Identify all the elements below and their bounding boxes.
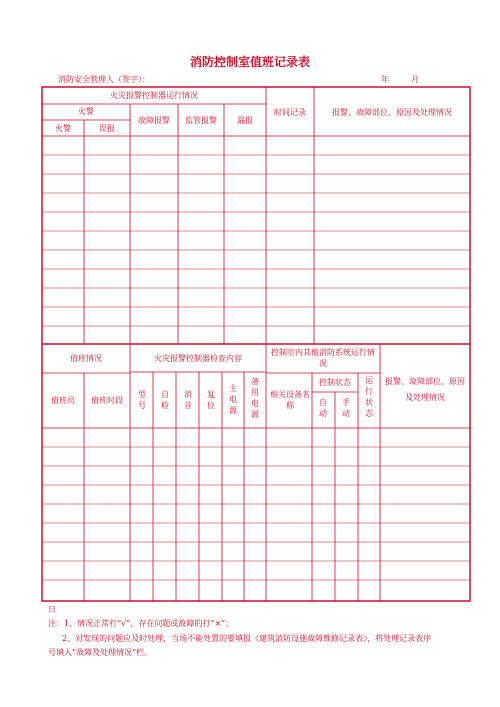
time-record-header: 时间记录 <box>274 108 306 117</box>
fault-alarm-header: 故障报警 <box>138 116 170 125</box>
duty-person-header: 值班员 <box>51 396 75 405</box>
auto-header: 自动 <box>319 398 327 418</box>
backup-power-header: 备用电源 <box>251 377 259 419</box>
related-device-header: 相关设备名称 <box>270 390 310 410</box>
manual-header: 手动 <box>342 398 350 418</box>
main-power-header: 主电源 <box>229 384 237 415</box>
silence-header: 消音 <box>184 390 192 410</box>
checker-content-header: 火灾报警控制器检查内容 <box>154 354 242 363</box>
supervisory-alarm-header: 监管报警 <box>185 116 217 125</box>
page-title: 消防控制室值班记录表 <box>189 55 310 69</box>
note-1: 注：1、情况正常打“√”，存在问题或故障的打“×”； <box>48 619 234 628</box>
handling-header-2: 报警、故障部位、原因及处理情况 <box>385 377 465 402</box>
control-state-header: 控制状态 <box>319 378 351 387</box>
duty-status-header: 值班情况 <box>70 354 102 363</box>
model-header: 型号 <box>138 390 146 410</box>
year-label: 年 <box>381 75 389 84</box>
month-label: 月 <box>411 75 419 84</box>
real-fire-header: 火警 <box>55 124 71 133</box>
manager-signature-label: 消防安全管理人（签字）： <box>58 75 150 84</box>
duty-period-header: 值班时段 <box>91 396 123 405</box>
other-systems-header: 控制室内其他消防系统运行情况 <box>271 348 375 368</box>
run-state-header: 运行状态 <box>365 376 373 418</box>
fire-alarm-group-header: 火警 <box>78 107 94 116</box>
reset-header: 复位 <box>207 390 215 410</box>
self-test-header: 自检 <box>161 390 169 410</box>
controller-status-header: 火灾报警控制器运行情况 <box>110 91 198 100</box>
handling-header-1: 报警、故障部位、原因及处理情况 <box>332 108 452 117</box>
note-2: 2、对发现的问题应及时处理，当场不能处置的要填报《建筑消防设施故障维修记录表》，将处理记录表序 <box>62 634 432 643</box>
missed-alarm-header: 漏报 <box>237 116 253 125</box>
day-label: 日 <box>48 605 56 614</box>
false-alarm-header: 误报 <box>99 124 115 133</box>
note-3: 号填入“故障及处理情况”栏。 <box>48 648 153 657</box>
